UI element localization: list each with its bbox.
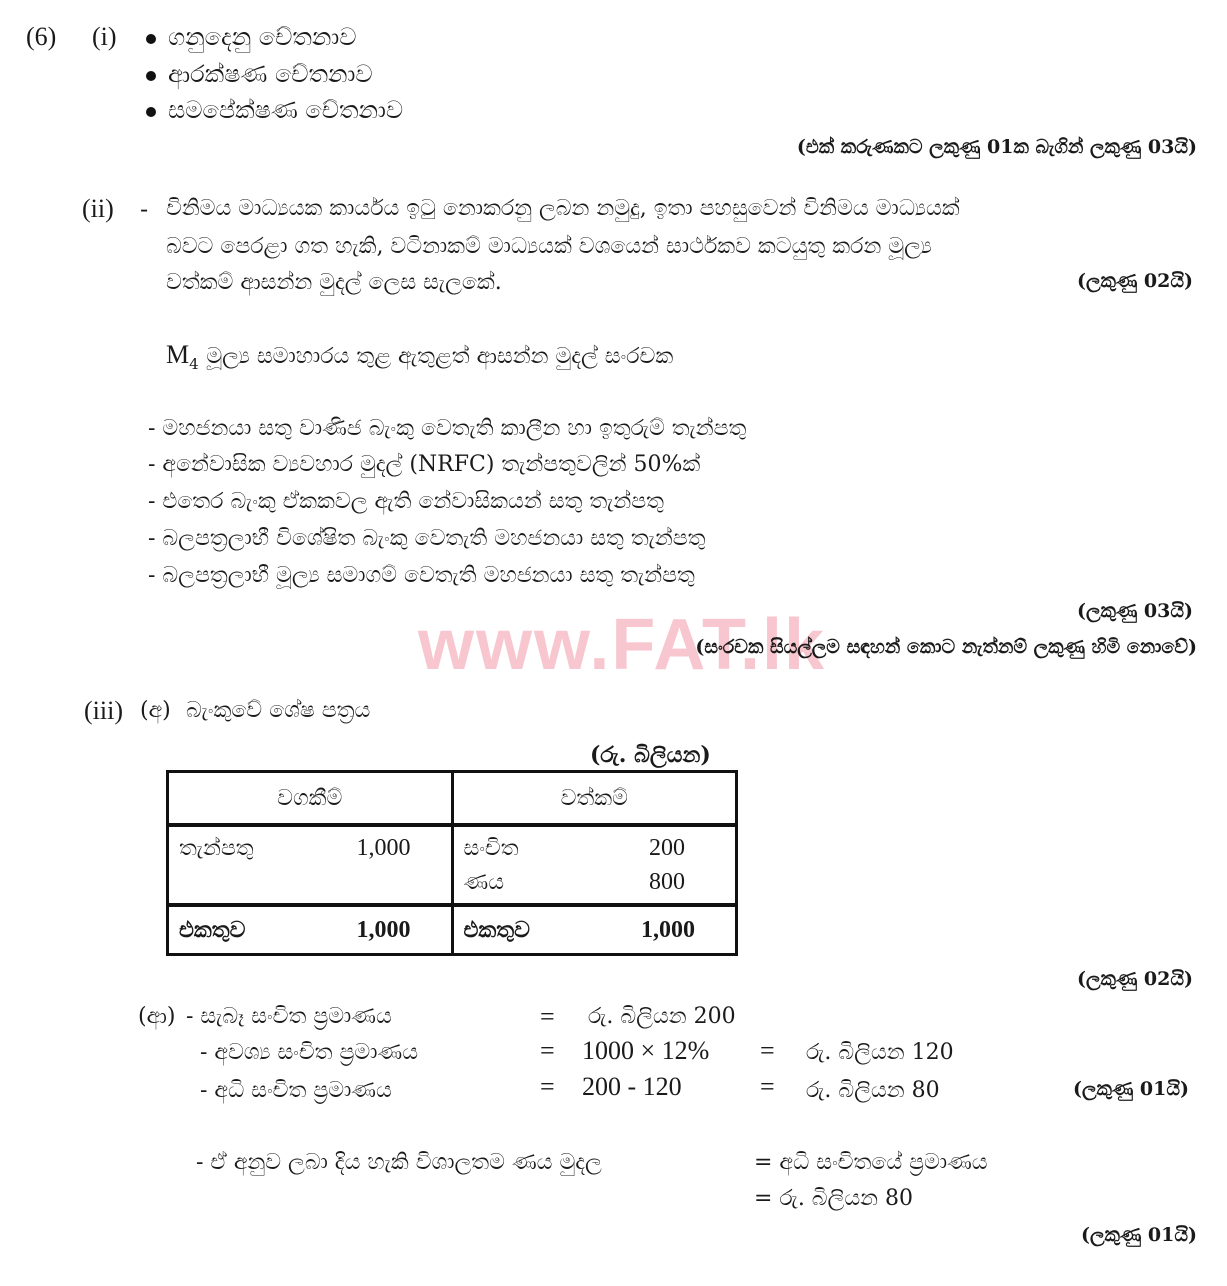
calc-equals: = <box>540 1072 555 1101</box>
m4-subscript: 4 <box>189 354 199 373</box>
max-loan-line2: = රු. බිලියන 80 <box>754 1186 913 1211</box>
bullet-icon <box>146 107 156 117</box>
liability-item <box>179 831 441 865</box>
liabilities-total-cell <box>168 905 453 955</box>
part-i-item <box>146 95 403 125</box>
part-iii-label: (iii) <box>84 696 123 725</box>
item-text: සමපේක්ෂණ චේතනාව <box>168 96 404 124</box>
calc-expr: රු. බිලියන 200 <box>588 1004 736 1029</box>
item-text: ආරක්ෂණ චේතනාව <box>168 60 373 88</box>
sub-a-title: බැංකුවේ ශේෂ පත්‍රය <box>186 698 371 723</box>
unit-label: (රු. බිලියන) <box>590 742 711 768</box>
component-item: - බලපත්‍රලාභී විශේෂිත බැංකු වෙතැති මහජනයා සතු තැන්පතු <box>148 526 706 551</box>
dash: - <box>140 195 149 223</box>
calc-expr: 1000 × 12% <box>582 1036 710 1065</box>
definition-line: විනිමය මාධ්‍යයක කාර්යය ඉටු නොකරනු ලබන නමුදු, ඉතා පහසුවෙන් විනිමය මාධ්‍යයක් <box>166 196 960 221</box>
asset-label: ණය <box>463 869 505 895</box>
component-item: - එතෙර බැංකු ඒකකවල ඇති නේවාසිකයන් සතු තැන්පතු <box>148 489 665 514</box>
watermark: www.FAT.lk <box>418 605 827 685</box>
part-ii-label: (ii) <box>82 194 114 223</box>
part-i-label: (i) <box>92 22 117 51</box>
asset-item <box>464 831 726 865</box>
part-i-item <box>146 59 373 89</box>
header-assets: වත්කම් <box>452 772 737 826</box>
total-label: එකතුව <box>179 917 246 943</box>
asset-value: 200 <box>649 834 685 861</box>
calc-equals: = <box>760 1036 775 1065</box>
liability-value: 1,000 <box>356 834 411 861</box>
calc-result: රු. බිලියන 80 <box>806 1078 940 1103</box>
total-label: එකතුව <box>463 917 530 943</box>
component-item: - බලපත්‍රලාභී මූල්‍ය සමාගම් වෙතැති මහජනයා සතු තැන්පතු <box>148 563 695 588</box>
component-item: - අනේවාසික ව්‍යවහාර මුදල් (NRFC) තැන්පතුවලින් 50%ක් <box>148 452 701 477</box>
asset-label: සංචිත <box>463 835 519 861</box>
assets-total-cell <box>452 905 737 955</box>
m4-symbol: M <box>166 340 190 369</box>
definition-line: වත්කම් ආසන්න මුදල් ලෙස සැලකේ. <box>166 270 502 295</box>
max-loan-marks: (ලකුණු 01යි) <box>1081 1224 1197 1246</box>
asset-value: 800 <box>649 868 685 895</box>
sub-a-marks: (ලකුණු 02යි) <box>1077 968 1193 990</box>
balance-sheet-table <box>166 770 738 956</box>
calc-equals: = <box>540 1036 555 1065</box>
asset-item <box>464 865 726 899</box>
definition-marks: (ලකුණු 02යි) <box>1077 270 1193 292</box>
sub-aa-label: (ආ) <box>138 1004 176 1029</box>
bullet-icon <box>146 71 156 81</box>
liabilities-total: 1,000 <box>356 916 411 943</box>
assets-cell <box>452 825 737 905</box>
max-loan-line1: = අධි සංචිතයේ ප්‍රමාණය <box>754 1150 988 1175</box>
calc-label: - අවශ්‍ය සංචිත ප්‍රමාණය <box>200 1040 419 1065</box>
m4-heading <box>166 340 673 379</box>
bullet-icon <box>146 34 156 44</box>
calc-label: - අධි සංචිත ප්‍රමාණය <box>200 1078 392 1103</box>
component-item: - මහජනයා සතු වාණිජ බැංකු වෙතැති කාලීන හා ඉතුරුම් තැන්පතු <box>148 416 747 441</box>
components-note: (සංරචක සියල්ලම සඳහන් කොට නැත්නම් ලකුණු හිමි නොවේ) <box>695 636 1197 658</box>
calc-result: රු. බිලියන 120 <box>806 1040 954 1065</box>
part-i-marks: (එක් කරුණකට ලකුණු 01ක බැගින් ලකුණු 03යි) <box>796 136 1197 158</box>
part-i-item <box>146 22 357 52</box>
liability-label: තැන්පතු <box>179 835 254 861</box>
calc-equals: = <box>760 1072 775 1101</box>
calc-expr: 200 - 120 <box>582 1072 682 1101</box>
table-total-row <box>168 905 737 955</box>
table-header-row <box>168 772 737 826</box>
table-row <box>168 825 737 905</box>
m4-heading-text: මූල්‍ය සමාහාරය තුළ ඇතුළත් ආසන්න මුදල් සංරචක <box>206 344 674 369</box>
question-number: (6) <box>26 22 57 51</box>
calc-label: - සැබෑ සංචිත ප්‍රමාණය <box>186 1004 392 1029</box>
item-text: ගනුදෙනු චේතනාව <box>168 23 357 51</box>
sub-a-label: (අ) <box>140 698 171 723</box>
max-loan-label: - ඒ අනුව ලබා දිය හැකි විශාලතම ණය මුදල <box>196 1150 602 1175</box>
liabilities-cell <box>168 825 453 905</box>
calc-equals: = <box>540 1002 555 1031</box>
assets-total: 1,000 <box>641 916 695 943</box>
header-liabilities: වගකීම් <box>168 772 453 826</box>
components-marks: (ලකුණු 03යි) <box>1077 600 1193 622</box>
calc-marks: (ලකුණු 01යි) <box>1073 1078 1189 1100</box>
definition-line: බවට පෙරළා ගත හැකි, වටිනාකම් මාධ්‍යයක් වශයෙන් සාර්ථකව කටයුතු කරන මූල්‍ය <box>166 234 932 259</box>
